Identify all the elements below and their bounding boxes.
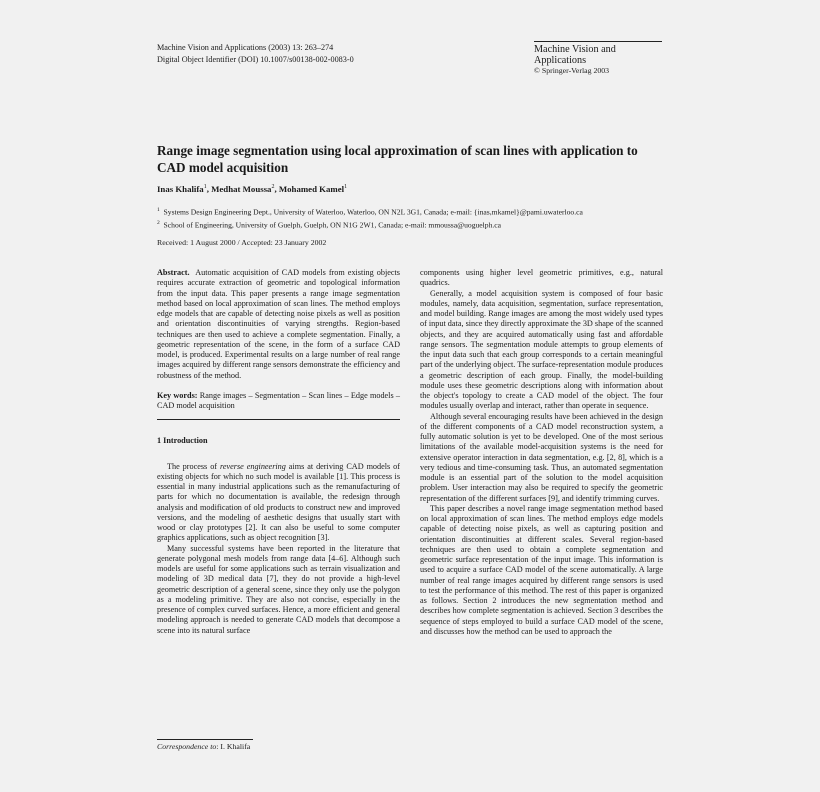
author-name: Mohamed Kamel: [278, 184, 345, 194]
journal-citation: Machine Vision and Applications (2003) 13: 263–274: [157, 43, 334, 52]
abstract-text: Automatic acquisition of CAD models from existing objects requires accurate extraction of geometric and topological information from the input data. This paper presents a range image segmentation method based on local approximation of scan lines. The method employs edge models that are capable of detecting noise pixels as well as position and orientation discontinuities of varying strengths. Region-based techniques are then used to achieve a complete segmentation. Finally, a geometric representation of the scene, in the form of a surface CAD model, is produced. Experimental results on a large number of real range images acquired by different range sensors demonstrate the efficiency and robustness of the method.: [157, 268, 400, 380]
journal-name-line-2: Applications: [534, 55, 587, 66]
author-sup: 1: [344, 184, 348, 191]
author-separator: ,: [274, 184, 279, 194]
intro-paragraph-2: Many successful systems have been reported in the literature that generate polygonal mesh models from range data [4–6]. Although such models are useful for some applications such as terrain visualization and modeling of 3D medical data [7], they do not provide a high-level geometric description of a general scene, since they only use the polygon as a modeling primitive. They are also not concise, especially in the presence of complex curved surfaces. Hence, a more efficient and general modeling approach is needed to generate CAD models that decompose a scene into its natural surface: [157, 543, 400, 635]
abstract-label: Abstract.: [157, 268, 190, 277]
author-sup: 2: [271, 184, 275, 191]
journal-name-line-1: Machine Vision and: [534, 44, 616, 55]
intro-paragraph-5: This paper describes a novel range image segmentation method based on local approximation of scan lines. The method employs edge models capable of detecting noise pixels, as well as capturing position and orientation discontinuities at different scales. Several region-based techniques are then used to obtain a complete segmentation and geometric surface representation of the input image. This information is used to acquire a surface CAD model of the scene automatically. A large number of real range images acquired by different range sensors is used to test the performance of this method. The rest of this paper is organized as follows. Section 2 introduces the new segmentation method and describes how complete segmentation is achieved. Section 3 describes the sequence of steps employed to build a surface CAD model of the scene, and discusses how the method can be used to approach the: [420, 503, 663, 636]
keywords-text: Range images – Segmentation – Scan lines – Edge models – CAD model acquisition: [157, 390, 401, 410]
emphasis: reverse engineering: [219, 461, 286, 471]
received-dates: Received: 1 August 2000 / Accepted: 23 January 2002: [157, 238, 327, 247]
continued-paragraph: components using higher level geometric primitives, e.g., natural quadrics.: [420, 268, 663, 288]
text-run: aims at deriving CAD models of existing objects for which no such model is available [1]. This process is essential in many industrial applications such as the remanufacturing of parts for which no documentation is available, the redesign through analysis and modification of old products to construct new and improved versions, and the modeling of aesthetic designs that usually start with wood or clay prototypes [2]. It can also be useful to some computer graphics applications, such as object recognition [3].: [157, 461, 400, 543]
affiliations: [157, 205, 667, 230]
left-column: [157, 268, 400, 636]
running-header: [157, 42, 487, 65]
journal-box: [534, 41, 662, 76]
author-name: Medhat Moussa: [211, 184, 272, 194]
text-run: The process of: [167, 461, 220, 471]
affiliation-text: School of Engineering, University of Guelph, Guelph, ON N1G 2W1, Canada; e-mail: mmoussa@uoguelph.ca: [163, 220, 502, 230]
author-separator: ,: [206, 184, 212, 194]
abstract: [157, 268, 400, 381]
correspondence-name: : I. Khalifa: [216, 742, 251, 751]
affiliation-sup: 2: [157, 219, 160, 226]
affiliation-1: [157, 205, 667, 218]
keywords-label: Key words:: [157, 390, 198, 400]
author-list: [157, 184, 657, 194]
footnote-divider: [157, 739, 253, 740]
author-name: Inas Khalifa: [157, 184, 204, 194]
paper-title: Range image segmentation using local approximation of scan lines with application to CAD model acquisition: [157, 143, 638, 175]
author-sup: 1: [203, 184, 207, 191]
affiliation-text: Systems Design Engineering Dept., University of Waterloo, Waterloo, ON N2L 3G1, Canada; e-mail: {inas,mkamel}@pami.uwaterloo.ca: [163, 207, 583, 217]
keywords: [157, 391, 400, 412]
affiliation-2: [157, 218, 667, 231]
right-column: [420, 268, 663, 637]
abstract-divider: [157, 419, 400, 420]
intro-paragraph-3: Generally, a model acquisition system is composed of four basic modules, namely, data acquisition, segmentation, surface representation, and model building. Range images are among the most widely used types of input data, since they directly approximate the 3D shape of the scanned objects, and they are acquired automatically using fast and affordable range sensors. The segmentation module attempts to group elements of the input data such that each group corresponds to a certain meaningful part of the underlying object. The surface-representation module produces a geometric description of each group. Finally, the model-building module uses these geometric descriptions along with information about the object's topology to create a CAD model of the object. The four modules usually overlap and interact, rather than operate in sequence.: [420, 288, 663, 411]
intro-paragraph-4: Although several encouraging results have been achieved in the design of the different components of a CAD model reconstruction system, a fully automatic solution is yet to be developed. One of the most serious limitations of the available model-acquisition systems is the need for extensive operator interaction in data segmentation, e.g. [2, 8], which is a very tedious and time-consuming task. Thus, an automated segmentation module is an essential part of the solution to the model acquisition problem. User interaction may also be required to specify the geometric representation of the different surfaces [9], and identify trimming curves.: [420, 411, 663, 503]
copyright: © Springer-Verlag 2003: [534, 66, 610, 75]
section-heading-introduction: 1 Introduction: [157, 436, 208, 446]
intro-paragraph-1: [157, 462, 400, 544]
doi-line: Digital Object Identifier (DOI) 10.1007/s00138-002-0083-0: [157, 54, 354, 64]
correspondence-note: [157, 742, 250, 751]
correspondence-label: Correspondence to: [157, 742, 217, 751]
affiliation-sup: 1: [157, 207, 160, 213]
